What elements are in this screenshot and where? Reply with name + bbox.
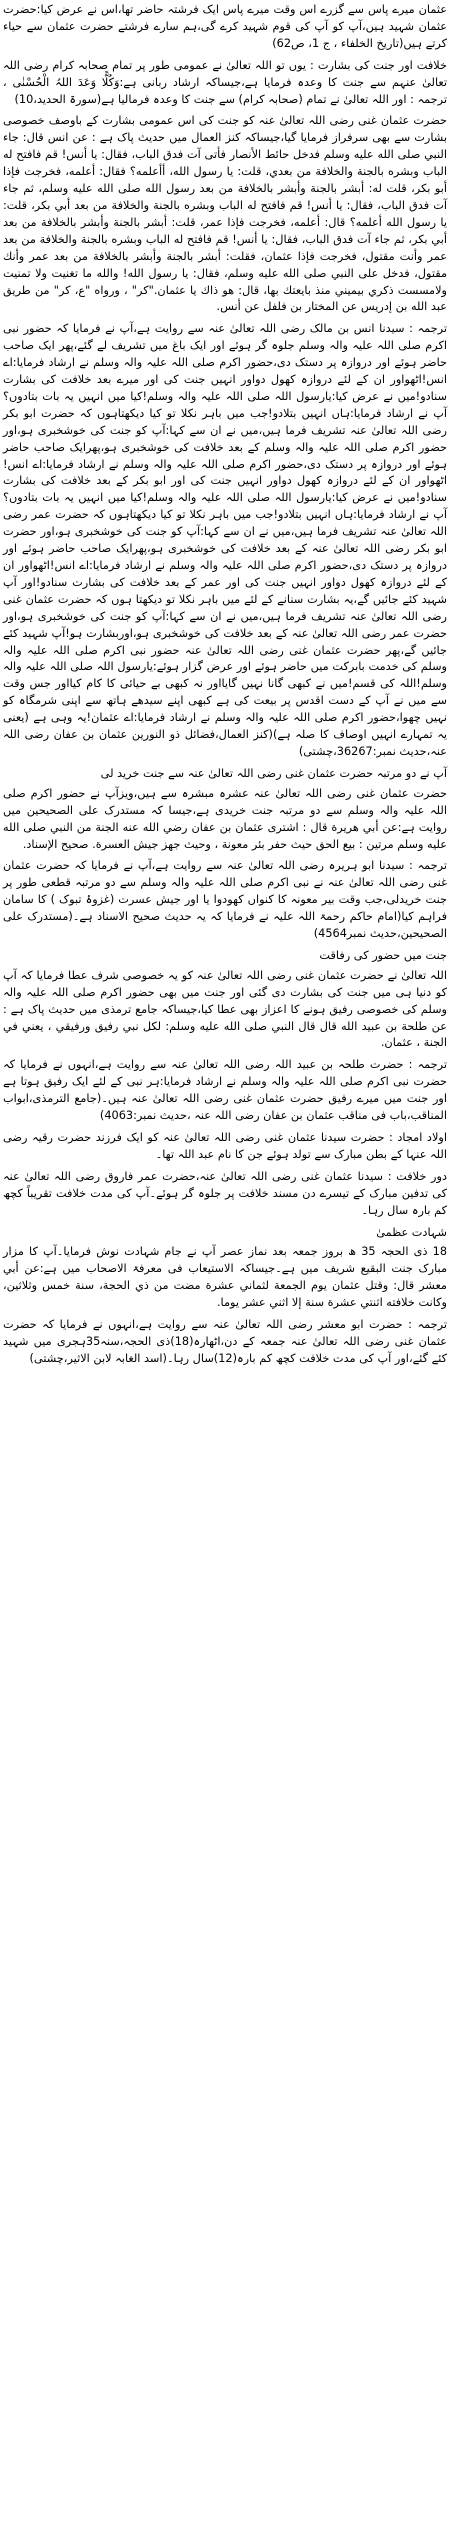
section-heading-bought-paradise: آپ نے دو مرتبہ حضرت عثمان غنی رضی اللہ تعالیٰ عنہ سے جنت خرید لی <box>100 766 447 780</box>
tirmidhi-translation-paragraph: ترجمہ : حضرت طلحہ بن عبید اللہ رضی اللہ تعالیٰ عنہ سے روایت ہے،انہوں نے فرمایا کہ حضرت نبی اکرم صلی اللہ علیہ والہ وسلم نے ارشاد فرمایا:ہر نبی کے لئے ایک رفیق ہوتا ہے اور جنت میں میرے رفیق حضرت عثمان غنی رضی اللہ تعالیٰ عنہ ہیں۔(جامع الترمذی،ابواب المناقب،باب فی مناقب عثمان بن عفان رضی اللہ عنہ ،حدیث نمبر:4063) <box>3 1058 447 1123</box>
tirmidhi-paragraph: اللہ تعالیٰ نے حضرت عثمان غنی رضی اللہ تعالیٰ عنہ کو یہ خصوصی شرف عطا فرمایا کہ آپ کو دنیا ہی میں جنت کی بشارت دی گئی اور جنت میں بھی حضور اکرم صلی اللہ علیہ والہ وسلم کی خصوصی رفیق ہونے کا اعزاز بھی عطا کیا،جیساکہ جامع ترمذی میں حدیث پاک ہے : عن طلحة بن عبيد الله قال قال النبي صلى الله عليه وسلم: لكل نبي رفيق ورفيقي ، يعني في الجنة ، عثمان. <box>3 968 447 1050</box>
section-heading-companionship: جنت میں حضور کی رفاقت <box>319 948 447 962</box>
caliphate-period-paragraph: دور خلافت : سیدنا عثمان غنی رضی اللہ تعالیٰ عنہ،حضرت عمر فاروق رضی اللہ تعالیٰ عنہ کی تدفین مبارک کے تیسرے دن مسند خلافت پر جلوہ گر ہوئے۔آپ کی مدت خلافت تقریباً کچھ کم بارہ سال رہا۔ <box>3 1169 447 1217</box>
martyrdom-translation-paragraph: ترجمہ : حضرت ابو معشر رضی اللہ تعالیٰ عنہ سے روایت ہے،انہوں نے فرمایا کہ حضرت عثمان غنی رضی اللہ تعالیٰ عنہ جمعہ کے دن،اٹھارہ(18)ذی الحجہ،سنہ35ہجری میں شہید کئے گئے،اور آپ کی مدت خلافت کچھ کم بارہ(12)سال رہا۔(اسد الغابہ لابن الاثیر،چشتی) <box>3 1318 447 1365</box>
mustadrak-translation-paragraph: ترجمہ : سیدنا ابو ہریرہ رضی اللہ تعالیٰ عنہ سے روایت ہے،آپ نے فرمایا کہ حضرت عثمان غنی رضی اللہ تعالیٰ عنہ نے نبی اکرم صلی اللہ علیہ والہ وسلم سے دو مرتبہ قطعی طور پر جنت خریدلی،جب وقت بیر معونہ کا کنواں کھودوا یا اور جیش عسرت (غزوۂ تبوک ) کا سامان فراہم کیا(امام حاکم رحمۃ اللہ علیہ نے فرمایا کہ یہ حدیث صحیح الاسناد ہے۔(مستدرک علی الصحیحین،حدیث نمبر4564) <box>3 859 447 941</box>
hadith-translation-paragraph: ترجمہ : سیدنا انس بن مالک رضی اللہ تعالیٰ عنہ سے روایت ہے،آپ نے فرمایا کہ حضور نبی اکرم صلی اللہ علیہ والہ وسلم جلوہ گر ہوئے اور ایک باغ میں تشریف لے گئے،پھر ایک صاحب حاضر ہوئے اور دروازہ پر دستک دی،حضور اکرم صلی اللہ علیہ والہ وسلم نے ارشاد فرمایا:اے انس!اٹھواور ان کے لئے دروازہ کھول دواور انہیں جنت کی اور میرے بعد خلافت کی بشارت سنادو!میں نے عرض کیا:یارسول اللہ صلی اللہ علیہ والہ وسلم!کیا میں انہیں یہ بات بتادوں؟آپ نے ارشاد فرمایا:ہاں انہیں بتلادو!جب میں باہر نکلا تو کیا دیکھتاہوں کہ حضرت ابو بکر رضی اللہ تعالیٰ عنہ تشریف فرما ہیں،میں نے ان سے کہا:آپ کو جنت کی خوشخبری ہو،اور حضور اکرم صلی اللہ علیہ والہ وسلم کے بعد خلافت کی خوشخبری ہو،پھرایک صاحب حاضر ہوئے اور دروازہ پر دستک دی،حضور اکرم صلی اللہ علیہ والہ وسلم نے ارشاد فرمایا:اے انس! اٹھواور ان کے لئے دروازہ کھول دواور انہیں جنت کی اور ابو بکر کے بعد خلافت کی بشارت سنادو!میں نے عرض کیا:یارسول اللہ صلی اللہ علیہ والہ وسلم!کیا میں انہیں یہ بات بتادوں؟آپ نے ارشاد فرمایا:ہاں انہیں بتلادو!جب میں باہر نکلا تو کیا دیکھتاہوں کہ حضرت عمر رضی اللہ تعالیٰ عنہ تشریف فرما ہیں،میں نے ان سے کہا:آپ کو جنت کی خوشخبری ہو،اور حضرت ابو بکر رضی اللہ تعالیٰ عنہ کے بعد خلافت کی خوشخبری ہو،پھرایک صاحب حاضر ہوئے اور دروازہ پر دستک دی،حضور اکرم صلی اللہ علیہ والہ وسلم نے ارشاد فرمایا:اے انس!اٹھواور ان کے لئے دروازہ کھول دواور انہیں جنت کی اور عمر کے بعد خلافت کی بشارت سنادو!اور آپ شہید کئے جائیں گے،یہ بشارت سنانے کے لئے میں باہر نکلا تو دیکھتا ہوں کہ حضرت عثمان غنی رضی اللہ تعالیٰ عنہ تشریف فرما ہیں،میں نے ان سے کہا:آپ کو جنت کی خوشخبری ہو،اور حضرت عمر رضی اللہ تعالیٰ عنہ کے بعد خلافت کی خوشخبری ہو،اوربشارت ہو!آپ شہید کئے جائیں گے،پھر حضرت عثمان غنی رضی اللہ تعالیٰ عنہ حضور نبی اکرم صلی اللہ علیہ والہ وسلم کی خدمت بابرکت میں حاضر ہوئے اور عرض گزار ہوئے:یارسول اللہ صلی اللہ علیہ والہ وسلم!اللہ کی قسم!میں نے کبھی گانا نہیں گایااور نہ کبھی بے حیائی کا کام کیااور جس وقت سے میں نے آپ کے دست اقدس پر بیعت کی ہے کبھی اپنے سیدھے ہاتھ سے اپنی شرمگاہ کو نہیں چھوا،حضور اکرم صلی اللہ علیہ والہ وسلم نے ارشاد فرمایا:اے عثمان!یہ وہی ہے (یعنی یہ تمہارے انہیں اوصاف کا صلہ ہے)(کنز العمال،فضائل ذو النورین عثمان بن عفان رضی اللہ عنہ،حدیث نمبر:36267،چشتی) <box>3 322 447 758</box>
mustadrak-paragraph: حضرت عثمان غنی رضی اللہ تعالیٰ عنہ عشرہ مبشرہ سے ہیں،ویزآپ نے حضور اکرم صلی اللہ علیہ والہ وسلم سے دو مرتبہ جنت خریدی ہے،جیسا کہ مستدرک علی الصحیحین میں روایت ہے:عن أبي هريرة قال : اشترى عثمان بن عفان رضي الله عنه الجنة من النبي صلى الله عليه وسلم مرتين : بيع الحق حيث حفر بئر معونة ، وحيث جهز جيش العسرة. صحيح الإسناد. <box>3 786 447 851</box>
children-paragraph: اولاد امجاد : حضرت سیدنا عثمان غنی رضی اللہ تعالیٰ عنہ کو ایک فرزند حضرت رقیہ رضی اللہ عنہا کے بطن مبارک سے تولد ہوئے جن کا نام عبد اللہ تھا۔ <box>3 1131 447 1161</box>
section-heading-martyrdom: شہادت عظمیٰ <box>376 1225 447 1239</box>
martyrdom-paragraph: 18 ذی الحجہ 35 ھ بروز جمعہ بعد نماز عصر آپ نے جام شہادت نوش فرمایا۔آپ کا مزار مبارک جنت البقیع شریف میں ہے۔جیساکہ الاستیعاب فی معرفۃ الاصحاب میں ہے:عن أبي معشر قال: وقتل عثمان يوم الجمعة لثماني عشرة مضت من ذي الحجة، سنة خمس وثلاثين، وكانت خلافته اثنتي عشرة سنة إلا اثني عشر يوما. <box>3 1245 448 1310</box>
hadith-arabic-paragraph: حضرت عثمان غنی رضی اللہ تعالیٰ عنہ کو جنت کی اس عمومی بشارت کے باوصف خصوصی بشارت سے بھی سرفراز فرمایا گیا،جیساکہ کنز العمال میں حدیث پاک ہے : عن انس قال: جاء النبي صلى الله عليه وسلم فدخل حائط الأنصار فأتى آت فدق الباب، فقال: يا أنس! قم فافتح له الباب وبشره بالجنة والخلافة من بعدي، قلت: يا رسول الله، أأعلمه؟ فقال: أعلمه، فخرجت فإذا أبو بكر، قلت له: أبشر بالجنة وأبشر بالخلافة من بعد رسول الله صلى الله عليه وسلم، ثم جاء آت فدق الباب، فقال: يا أنس! قم فافتح له الباب وبشره بالجنة والخلافة من بعد أبي بكر، قلت: يا رسول الله أعلمه؟ قال: أعلمه، فخرجت فإذا عمر، قلت: أبشر بالجنة وأبشر بالخلافة من بعد أبي بكر، ثم جاء آت فدق الباب، فقال: يا أنس! قم فافتح له الباب وبشره بالجنة والخلافة من بعد عمر وأنت مقتول، فخرجت فإذا عثمان، فقلت: أبشر بالجنة وأبشر بالخلافة من بعد عمر وأنك مقتول، فدخل على النبي صلى الله عليه وسلم، فقال: يا رسول الله! والله ما تغنيت ولا تمنيت ولامسست ذكري بيميني منذ بايعتك بها، قال: هو ذاك يا عثمان."كر" ، ورواه "ع، كر" من طريق عبد الله بن إدريس عن المختار بن فلفل عن أنس. <box>3 114 447 314</box>
intro-paragraph: عثمان میرے پاس سے گزرے اس وقت میرے پاس ایک فرشتہ حاضر تھا،اس نے عرض کیا:حضرت عثمان شہید ہیں،آپ کو آپ کی قوم شہید کرے گی،ہم سارے فرشتے حضرت عثمان سے حیاء کرتے ہیں(تاریخ الخلفاء ، ج 1، ص62) <box>3 3 447 50</box>
caliphate-heaven-paragraph: خلافت اور جنت کی بشارت : یوں تو اللہ تعالیٰ نے عمومی طور پر تمام صحابہ کرام رضی اللہ تعالیٰ عنہم سے جنت کا وعدہ فرمایا ہے،جیساکہ ارشاد ربانی ہے:وَکُلًّا وَعَدَ اللہُ الْحُسْنٰی ، ترجمہ : اور اللہ تعالیٰ نے تمام (صحابہ کرام) سے جنت کا وعدہ فرمالیا ہے(سورۃ الحدید،10) <box>3 58 447 106</box>
